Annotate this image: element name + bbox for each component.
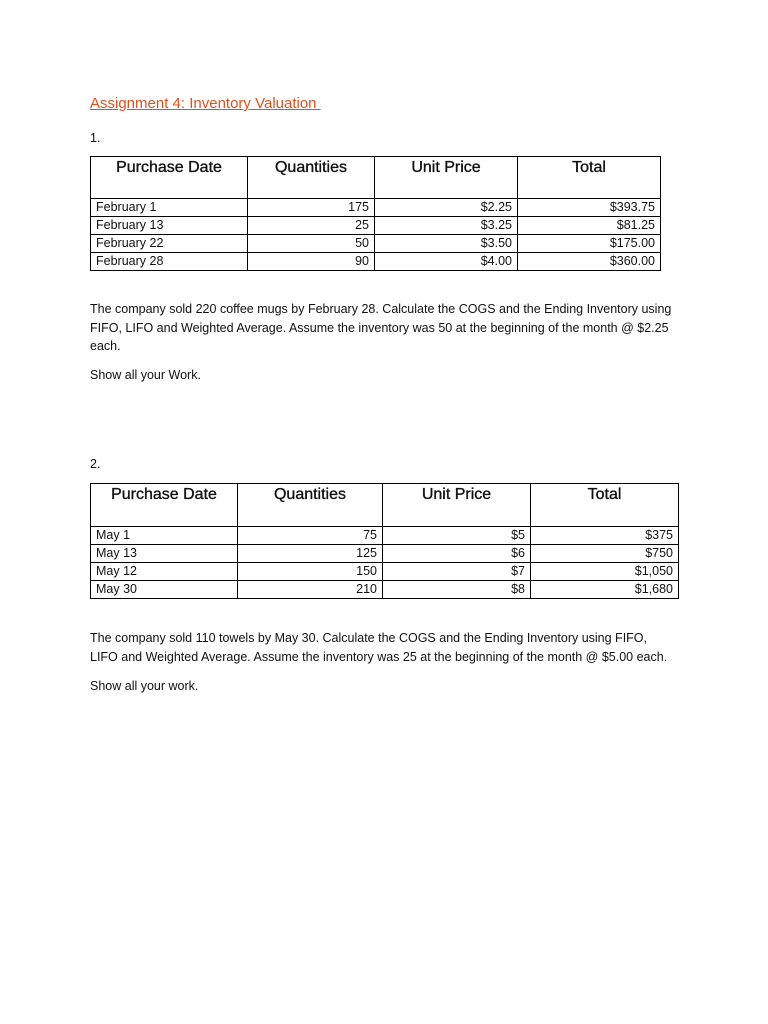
cell-qty: 90 — [248, 253, 375, 271]
cell-price: $6 — [383, 545, 531, 563]
cell-date: May 13 — [91, 545, 238, 563]
cell-price: $8 — [383, 581, 531, 599]
header-quantities: Quantities — [238, 484, 383, 527]
header-unit-price: Unit Price — [383, 484, 531, 527]
cell-qty: 175 — [248, 199, 375, 217]
header-total: Total — [531, 484, 679, 527]
cell-total: $81.25 — [518, 217, 661, 235]
table-row — [91, 581, 679, 599]
cell-price: $3.25 — [375, 217, 518, 235]
cell-qty: 75 — [238, 527, 383, 545]
table-row — [91, 217, 661, 235]
cell-date: May 12 — [91, 563, 238, 581]
cell-total: $375 — [531, 527, 679, 545]
cell-price: $4.00 — [375, 253, 518, 271]
table-row — [91, 527, 679, 545]
header-unit-price: Unit Price — [375, 157, 518, 199]
table-row — [91, 253, 661, 271]
question-1-number: 1. — [90, 131, 101, 145]
cell-qty: 125 — [238, 545, 383, 563]
cell-date: May 30 — [91, 581, 238, 599]
question-1-paragraph: The company sold 220 coffee mugs by February 28. Calculate the COGS and the Ending Inventory using FIFO, LIFO and Weighted Average. Assume the inventory was 50 at the beginning of the month @ $2.25 each. — [90, 302, 672, 353]
cell-price: $3.50 — [375, 235, 518, 253]
header-total: Total — [518, 157, 661, 199]
cell-total: $750 — [531, 545, 679, 563]
question-2-instruction: Show all your work. — [90, 679, 199, 693]
cell-date: February 22 — [91, 235, 248, 253]
table-header-row — [91, 484, 679, 527]
question-1-instruction: Show all your Work. — [90, 368, 201, 382]
inventory-table-2 — [90, 483, 679, 599]
inventory-table-1 — [90, 156, 661, 271]
header-quantities: Quantities — [248, 157, 375, 199]
cell-date: February 13 — [91, 217, 248, 235]
header-purchase-date: Purchase Date — [91, 157, 248, 199]
cell-total: $393.75 — [518, 199, 661, 217]
cell-price: $7 — [383, 563, 531, 581]
table-row — [91, 563, 679, 581]
table-row — [91, 235, 661, 253]
cell-price: $2.25 — [375, 199, 518, 217]
assignment-title: Assignment 4: Inventory Valuation — [90, 95, 321, 112]
cell-qty: 210 — [238, 581, 383, 599]
cell-qty: 150 — [238, 563, 383, 581]
header-purchase-date: Purchase Date — [91, 484, 238, 527]
table-row — [91, 545, 679, 563]
question-2-paragraph: The company sold 110 towels by May 30. Calculate the COGS and the Ending Inventory using FIFO, LIFO and Weighted Average. Assume the inventory was 25 at the beginning of the month @ $5.00 each. — [90, 631, 668, 664]
cell-date: February 1 — [91, 199, 248, 217]
cell-total: $1,050 — [531, 563, 679, 581]
cell-qty: 25 — [248, 217, 375, 235]
cell-date: February 28 — [91, 253, 248, 271]
cell-total: $360.00 — [518, 253, 661, 271]
cell-qty: 50 — [248, 235, 375, 253]
cell-total: $1,680 — [531, 581, 679, 599]
cell-price: $5 — [383, 527, 531, 545]
table-header-row — [91, 157, 661, 199]
cell-total: $175.00 — [518, 235, 661, 253]
cell-date: May 1 — [91, 527, 238, 545]
question-2-number: 2. — [90, 457, 101, 471]
table-row — [91, 199, 661, 217]
